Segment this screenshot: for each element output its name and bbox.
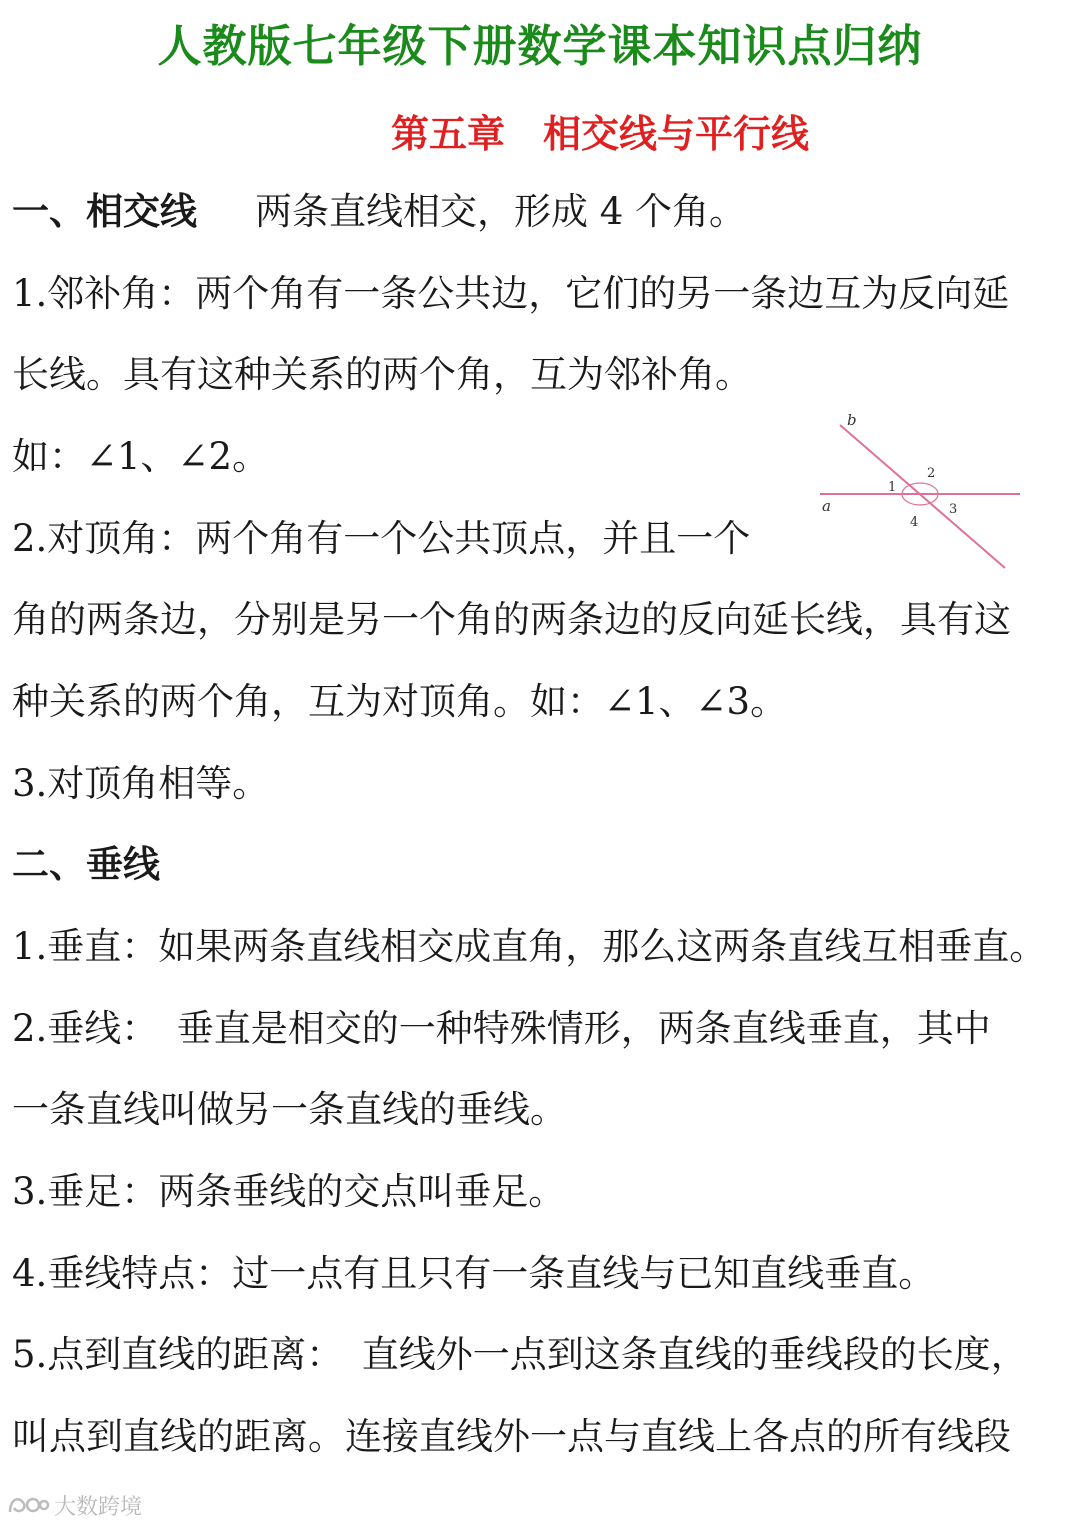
angle-4-label: 4 — [910, 515, 919, 530]
angle-3-label: 3 — [949, 502, 958, 517]
section-1-text-line: 2.对顶角：两个角有一个公共顶点，并且一个 — [12, 517, 751, 560]
chapter-title: 第五章 相交线与平行线 — [390, 112, 809, 156]
section-1-heading-line — [12, 190, 746, 234]
watermark — [6, 1488, 142, 1522]
section-2-text-line: 3.垂足：两条垂线的交点叫垂足。 — [12, 1170, 566, 1213]
section-1-text-line: 角的两条边，分别是另一个角的两条边的反向延长线，具有这 — [12, 598, 1011, 641]
section-1-text-line: 长线。具有这种关系的两个角，互为邻补角。 — [12, 353, 752, 396]
section-1-text-line: 如：∠1、∠2。 — [12, 435, 270, 478]
angle-2-label: 2 — [927, 466, 936, 481]
line-b — [840, 425, 1005, 568]
section-1-text-line: 3.对顶角相等。 — [12, 762, 270, 805]
section-2-text-line: 5.点到直线的距离： 直线外一点到这条直线的垂线段的长度， — [12, 1333, 1028, 1376]
section-2-text-line: 一条直线叫做另一条直线的垂线。 — [12, 1088, 567, 1131]
section-2-text-line: 1.垂直：如果两条直线相交成直角，那么这两条直线互相垂直。 — [12, 925, 1047, 968]
watermark-text: 大数跨境 — [54, 1494, 143, 1520]
section-1-text-line: 1.邻补角：两个角有一条公共边，它们的另一条边互为反向延 — [12, 272, 1010, 315]
section-1-intro: 两条直线相交，形成 4 个角。 — [255, 190, 747, 233]
document-title: 人教版七年级下册数学课本知识点归纳 — [157, 21, 923, 72]
angle-1-label: 1 — [888, 480, 897, 495]
section-1-text-line: 种关系的两个角，互为对顶角。如：∠1、∠3。 — [12, 680, 788, 723]
section-2-text-line: 4.垂线特点：过一点有且只有一条直线与已知直线垂直。 — [12, 1252, 936, 1295]
brand-logo-icon — [6, 1492, 50, 1518]
line-b-label: b — [847, 411, 857, 429]
section-2-text-line: 叫点到直线的距离。连接直线外一点与直线上各点的所有线段 — [12, 1415, 1011, 1458]
section-1-heading: 一、相交线 — [12, 190, 197, 233]
line-a-label: a — [822, 497, 831, 515]
section-2-heading: 二、垂线 — [12, 843, 160, 886]
section-2-text-line: 2.垂线： 垂直是相交的一种特殊情形，两条直线垂直，其中 — [12, 1007, 991, 1050]
intersecting-lines-figure — [810, 405, 1030, 577]
